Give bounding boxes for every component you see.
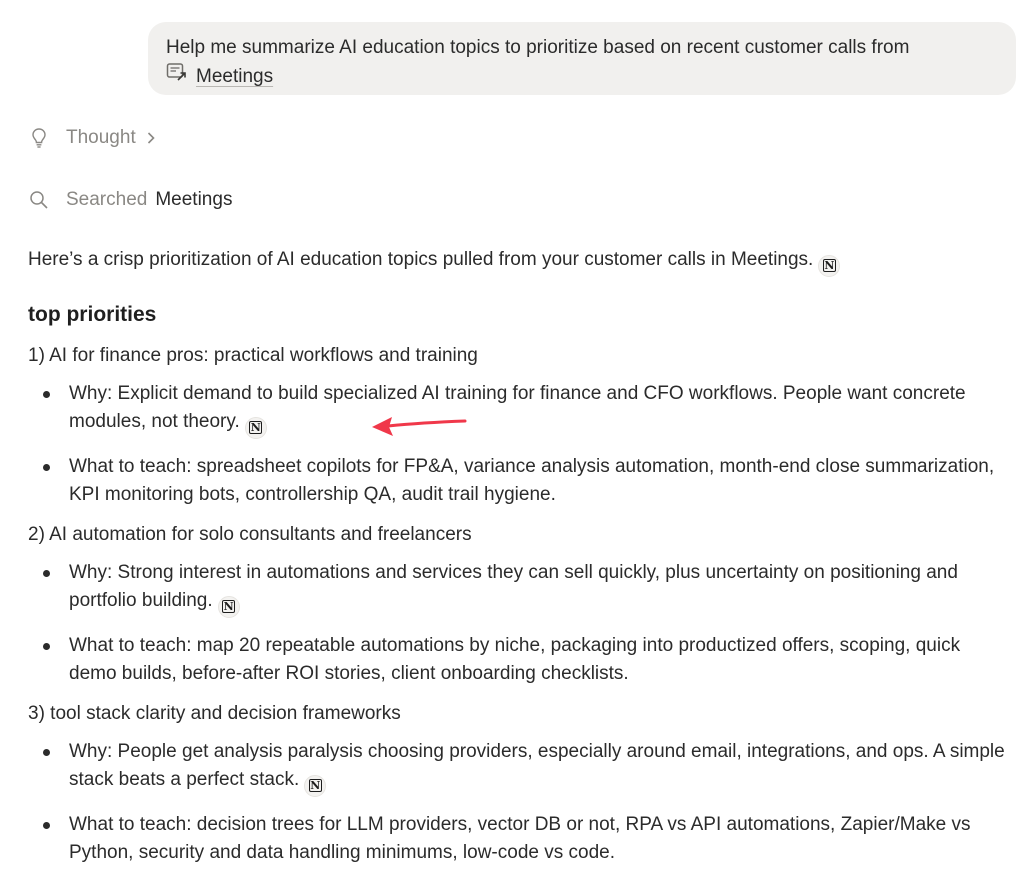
chevron-right-icon [146,131,156,145]
thought-toggle[interactable] [28,127,156,149]
bullet-text: Why: Strong interest in automations and services they can sell quickly, plus uncertainty on positioning and portfolio building. [69,562,958,611]
page-link-icon [166,62,188,91]
list-item [28,811,1012,867]
lightbulb-icon [28,127,50,149]
searched-label: Searched [66,189,148,210]
section-1-bullets [28,380,1012,509]
list-item [28,632,1012,688]
section-2-bullets [28,559,1012,688]
bullet-text: What to teach: decision trees for LLM providers, vector DB or not, RPA vs API automations, Zapier/Make vs Python, security and data handling minimums, low-code vs code. [69,813,971,863]
meetings-link[interactable]: Meetings [196,65,274,87]
intro-paragraph [28,246,1012,277]
searched-row[interactable] [28,189,232,211]
list-item [28,380,1012,439]
section-title-2: 2) AI automation for solo consultants and freelancers [28,524,472,545]
list-item [28,453,1012,509]
section-title-1: 1) AI for finance pros: practical workflows and training [28,345,478,366]
user-message-text: Help me summarize AI education topics to prioritize based on recent customer calls from [166,37,910,58]
section-3-bullets [28,738,1012,867]
section-heading: top priorities [28,303,157,326]
searched-target: Meetings [155,189,233,210]
notion-citation-icon[interactable]: N [245,417,267,439]
bullet-text: Why: People get analysis paralysis choosing providers, especially around email, integrations, and ops. A simple stack beats a perfect stack. [69,741,1005,790]
notion-citation-icon[interactable]: N [304,775,326,797]
intro-text: Here’s a crisp prioritization of AI education topics pulled from your customer calls in Meetings. [28,249,814,270]
list-item [28,738,1012,797]
section-title-3: 3) tool stack clarity and decision frameworks [28,703,401,724]
red-arrow-annotation [368,408,468,438]
search-icon [28,189,50,211]
bullet-text: Why: Explicit demand to build specialized AI training for finance and CFO workflows. People want concrete modules, not theory. [69,383,966,432]
thought-label: Thought [66,127,136,148]
notion-citation-icon[interactable]: N [818,255,840,277]
bullet-text: What to teach: spreadsheet copilots for FP&A, variance analysis automation, month-end close summarization, KPI monitoring bots, controllership QA, audit trail hygiene. [69,455,995,505]
notion-citation-icon[interactable]: N [218,596,240,618]
list-item [28,559,1012,618]
bullet-text: What to teach: map 20 repeatable automations by niche, packaging into productized offers, scoping, quick demo builds, before-after ROI stories, client onboarding checklists. [69,634,961,684]
user-message-bubble [148,22,1016,95]
